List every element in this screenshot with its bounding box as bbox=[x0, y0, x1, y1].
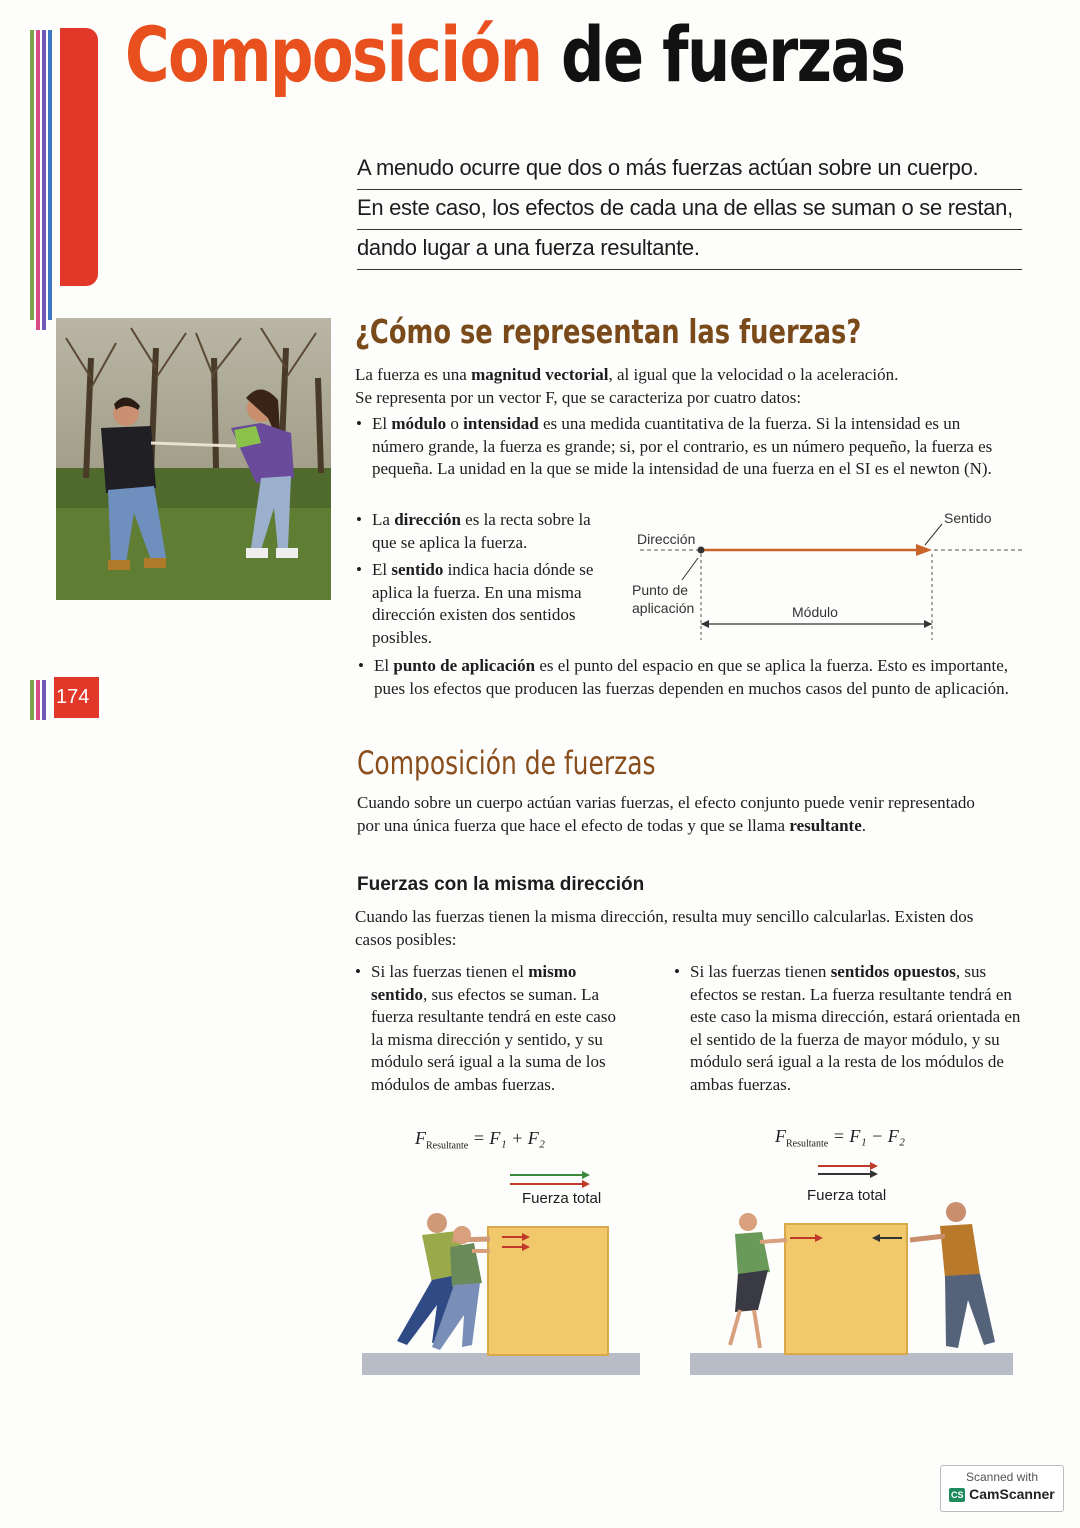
bullet-dot: • bbox=[356, 510, 362, 529]
bullet-dot: • bbox=[355, 962, 361, 981]
title-part-1: Composición bbox=[125, 10, 542, 99]
b4-b: punto de aplicación bbox=[393, 656, 536, 675]
section-heading-representation: ¿Cómo se representan las fuerzas? bbox=[355, 312, 862, 351]
bullet-direccion bbox=[356, 509, 612, 554]
label-punto-b: aplicación bbox=[632, 600, 695, 616]
left-a: Si las fuerzas tienen el bbox=[371, 962, 529, 981]
tug-of-war-photo bbox=[56, 318, 331, 600]
scanner-line-2: CamScanner bbox=[969, 1486, 1055, 1502]
label-modulo: Módulo bbox=[792, 604, 838, 620]
b1-a: El bbox=[372, 414, 392, 433]
b2-c: es la recta sobre la que se aplica la fuerza. bbox=[372, 510, 591, 552]
s1-intro-d: Se representa por un vector F, que se caracteriza por cuatro datos: bbox=[355, 387, 802, 407]
binding-stripe-blue bbox=[48, 30, 52, 320]
fuerza-total-left: Fuerza total bbox=[522, 1190, 602, 1207]
binding-stripe-green bbox=[30, 30, 34, 320]
b3-b: sentido bbox=[391, 560, 444, 579]
binding-stripe-green-2 bbox=[30, 680, 34, 720]
bullet-dot: • bbox=[674, 962, 680, 981]
b2-b: dirección bbox=[394, 510, 461, 529]
left-b: mismo sentido bbox=[371, 962, 577, 1004]
binding-stripe-pink bbox=[36, 30, 40, 330]
s2-para-c: . bbox=[861, 815, 867, 835]
subheading-same-direction: Fuerzas con la misma dirección bbox=[357, 874, 645, 895]
intro-line-3: dando lugar a una fuerza resultante. bbox=[357, 230, 1022, 270]
b3-a: El bbox=[372, 560, 392, 579]
intro-line-1: A menudo ocurre que dos o más fuerzas actúan sobre un cuerpo. bbox=[357, 150, 1022, 190]
page-title bbox=[125, 10, 904, 99]
left-c: , sus efectos se suman. La fuerza resultante tendrá en este caso la misma dirección y sentido, y su módulo será igual a la suma de los módulos de ambas fuerzas. bbox=[371, 984, 616, 1094]
intro-box bbox=[357, 150, 1022, 270]
intro-line-2: En este caso, los efectos de cada una de ellas se suman o se restan, bbox=[357, 190, 1022, 230]
bullet-punto-aplicacion bbox=[358, 655, 1009, 700]
formula-diff-sub: Resultante bbox=[786, 1138, 829, 1150]
bullet-same-sense bbox=[355, 961, 631, 1096]
scanner-line-1: Scanned with bbox=[965, 1470, 1039, 1484]
b1-d: intensidad bbox=[463, 414, 539, 433]
bullet-sentido bbox=[356, 559, 627, 649]
b4-c: es el punto del espacio en que se aplica la fuerza. Esto es importante, pues los efectos que producen las fuerzas dependen en muchos casos del punto de aplicación. bbox=[374, 656, 1009, 698]
binding-stripe-pink-2 bbox=[36, 680, 40, 720]
chapter-tab bbox=[60, 28, 98, 286]
page-number: 174 bbox=[54, 677, 99, 718]
formula-diff-F: F bbox=[775, 1126, 786, 1146]
bullet-dot: • bbox=[356, 560, 362, 579]
bullet-opposite-sense bbox=[674, 961, 1025, 1096]
formula-difference bbox=[775, 1126, 905, 1150]
bullet-dot: • bbox=[358, 656, 364, 675]
bullet-modulo bbox=[356, 413, 1007, 481]
right-a: Si las fuerzas tienen bbox=[690, 962, 831, 981]
subsection-para: Cuando las fuerzas tienen la misma dirección, resulta muy sencillo calcularlas. Existen dos casos posibles: bbox=[355, 907, 974, 949]
b2-a: La bbox=[372, 510, 395, 529]
formula-sum-sub: Resultante bbox=[426, 1140, 469, 1152]
title-part-2: de fuerzas bbox=[560, 10, 905, 99]
b1-b: módulo bbox=[391, 414, 447, 433]
label-direccion: Dirección bbox=[637, 531, 696, 547]
formula-sum-rest: = F₁ + F₂ bbox=[472, 1128, 546, 1148]
camscanner-badge bbox=[940, 1465, 1064, 1512]
scanner-line-2-wrap bbox=[941, 1486, 1063, 1502]
formula-sum-F: F bbox=[415, 1128, 426, 1148]
b4-a: El bbox=[374, 656, 394, 675]
bullet-dot: • bbox=[356, 414, 362, 433]
label-punto-a: Punto de bbox=[632, 582, 689, 598]
formula-sum bbox=[415, 1128, 545, 1152]
b3-c: indica hacia dónde se aplica la fuerza. En una misma dirección existen dos sentidos posibles. bbox=[372, 560, 594, 647]
binding-stripe-purple bbox=[42, 30, 46, 330]
s1-intro-b: magnitud vectorial bbox=[471, 365, 609, 384]
s1-intro-a: La fuerza es una bbox=[355, 365, 472, 384]
section2-para bbox=[357, 792, 997, 837]
s2-para-b: resultante bbox=[789, 815, 862, 835]
section-heading-composition: Composición de fuerzas bbox=[357, 744, 656, 782]
label-sentido: Sentido bbox=[944, 510, 992, 526]
fuerza-total-right: Fuerza total bbox=[807, 1187, 887, 1204]
right-c: , sus efectos se restan. La fuerza resultante tendrá en este caso la misma dirección, estará orientada en el sentido de la fuerza de mayor módulo, y su módulo será igual a la resta de los módulos de ambas fuerzas. bbox=[690, 962, 1021, 1094]
binding-stripe-purple-2 bbox=[42, 680, 46, 720]
b1-e: es una medida cuantitativa de la fuerza. Si la intensidad es un número grande, la fuerza es grande; si, por el contrario, es un número pequeño, la fuerza es pequeña. La unidad en la que se mide la intensidad de una fuerza en el SI es el newton (N). bbox=[372, 414, 993, 478]
formula-diff-rest: = F₁ − F₂ bbox=[832, 1126, 906, 1146]
s2-para-a: Cuando sobre un cuerpo actúan varias fuerzas, el efecto conjunto puede venir representado por una única fuerza que hace el efecto de todas y que se llama bbox=[357, 793, 975, 835]
s1-intro-c: , al igual que la velocidad o la aceleración. bbox=[608, 365, 899, 384]
right-b: sentidos opuestos bbox=[830, 962, 956, 981]
section1-intro bbox=[355, 364, 1005, 409]
b1-c: o bbox=[446, 414, 464, 433]
camscanner-logo-icon: CS bbox=[950, 1490, 964, 1501]
